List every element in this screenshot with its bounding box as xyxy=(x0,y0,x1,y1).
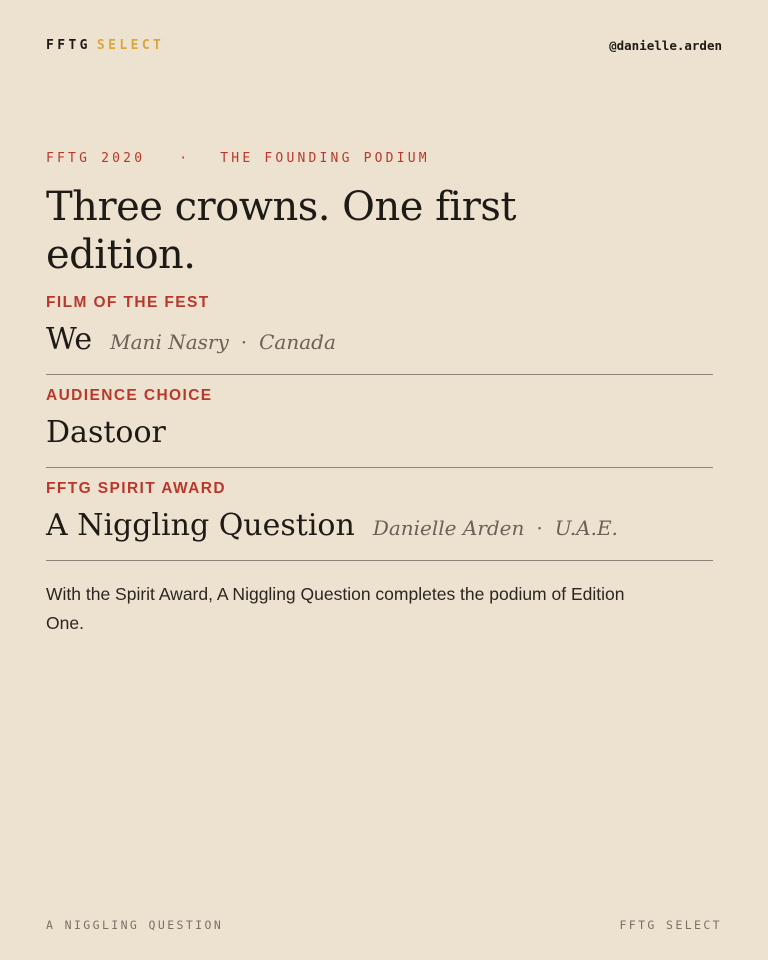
award-category: FFTG SPIRIT AWARD xyxy=(46,480,226,497)
awards-list xyxy=(46,292,713,571)
award-meta xyxy=(110,330,336,354)
award-line xyxy=(46,415,166,450)
brand-accent: SELECT xyxy=(96,37,165,53)
award-meta xyxy=(373,516,618,540)
eyebrow-separator: · xyxy=(179,151,191,166)
brand-primary: FFTG xyxy=(46,37,91,53)
award-country: Canada xyxy=(259,330,336,354)
footer-right: FFTG SELECT xyxy=(619,918,722,932)
top-bar xyxy=(46,36,722,54)
award-category: AUDIENCE CHOICE xyxy=(46,387,213,404)
award-film-title: We xyxy=(46,322,93,357)
award-country: U.A.E. xyxy=(554,516,618,540)
brand-logo xyxy=(46,38,164,53)
footer xyxy=(46,918,722,932)
social-handle: @danielle.arden xyxy=(609,37,722,53)
award-category: FILM OF THE FEST xyxy=(46,294,210,311)
award-film-of-the-fest xyxy=(46,292,713,375)
award-meta-separator: · xyxy=(240,330,248,354)
eyebrow-subtitle: THE FOUNDING PODIUM xyxy=(220,151,430,166)
body-text: With the Spirit Award, A Niggling Question completes the podium of Edition One. xyxy=(46,584,625,633)
award-line xyxy=(46,322,336,357)
eyebrow-edition: FFTG 2020 xyxy=(46,151,146,166)
award-audience-choice xyxy=(46,385,713,468)
award-meta-separator: · xyxy=(536,516,543,540)
eyebrow xyxy=(46,151,430,166)
headline: Three crowns. One first edition. xyxy=(46,184,516,278)
award-film-title: Dastoor xyxy=(46,415,166,450)
award-spirit-award xyxy=(46,478,713,561)
footer-left: A NIGGLING QUESTION xyxy=(46,918,224,932)
award-director: Danielle Arden xyxy=(372,516,525,540)
award-film-title: A Niggling Question xyxy=(46,508,355,543)
award-director: Mani Nasry xyxy=(110,330,229,354)
award-line xyxy=(46,508,618,543)
